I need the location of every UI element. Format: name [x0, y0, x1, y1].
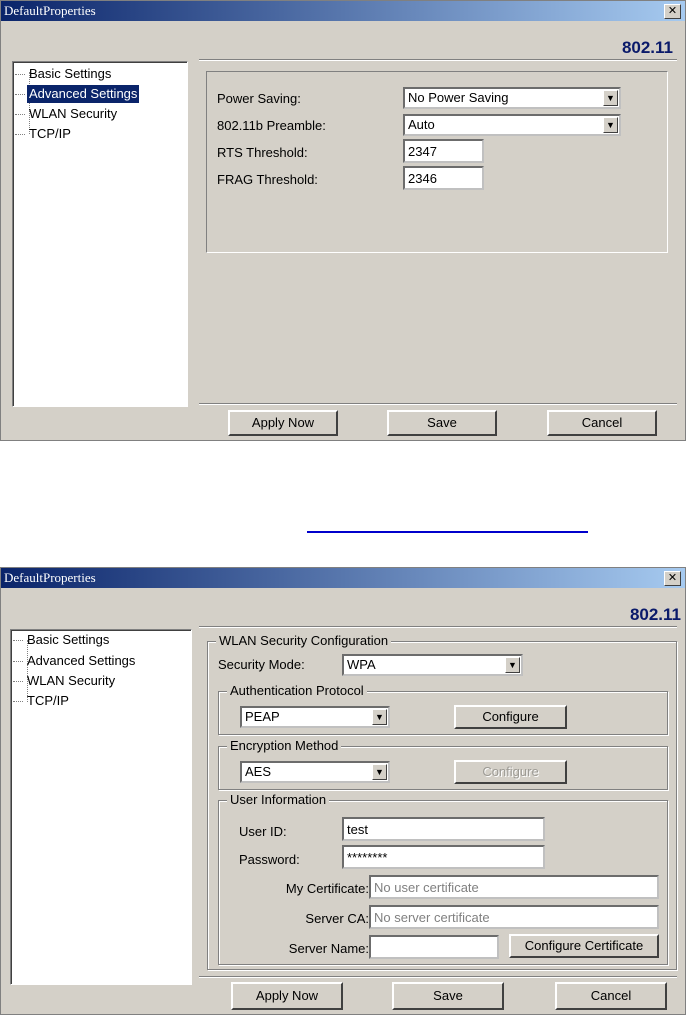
password-input[interactable] [342, 845, 545, 869]
server-ca-field [369, 905, 659, 929]
password-label: Password: [239, 852, 300, 867]
cancel-button[interactable]: Cancel [547, 410, 657, 436]
wlan-security-configuration-title: WLAN Security Configuration [216, 633, 391, 649]
security-mode-select[interactable] [342, 654, 523, 676]
tree-item-tcpip[interactable]: TCP/IP [27, 693, 69, 708]
tree-item-tcpip[interactable]: TCP/IP [29, 126, 71, 141]
frag-threshold-input[interactable] [403, 166, 484, 190]
close-icon[interactable]: ✕ [664, 571, 681, 586]
my-certificate-field [369, 875, 659, 899]
frag-threshold-label: FRAG Threshold: [217, 172, 318, 187]
hyperlink-underline [307, 531, 588, 533]
authentication-protocol-group [218, 683, 668, 735]
encryption-method-value: AES [245, 764, 272, 779]
authentication-protocol-title: Authentication Protocol [227, 683, 367, 699]
my-certificate-label: My Certificate: [285, 881, 369, 896]
preamble-value: Auto [408, 117, 435, 132]
user-information-title: User Information [227, 792, 329, 808]
user-id-label: User ID: [239, 824, 287, 839]
tree-item-basic-settings[interactable]: Basic Settings [29, 66, 112, 81]
power-saving-label: Power Saving: [217, 91, 301, 106]
footer-divider [199, 976, 677, 978]
advanced-settings-panel [206, 71, 668, 253]
power-saving-value: No Power Saving [408, 90, 509, 105]
settings-tree[interactable] [12, 61, 188, 407]
chevron-down-icon[interactable]: ▼ [372, 764, 387, 780]
window-title-bar[interactable] [1, 1, 685, 21]
my-certificate-value: No user certificate [374, 880, 479, 895]
save-button[interactable]: Save [392, 982, 504, 1010]
brand-label: 802.11 [629, 605, 681, 624]
security-mode-value: WPA [347, 657, 376, 672]
chevron-down-icon[interactable]: ▼ [372, 709, 387, 725]
brand-label: 802.11 [621, 38, 673, 57]
server-name-label: Server Name: [288, 941, 369, 956]
encryption-method-select[interactable] [240, 761, 390, 783]
configure-encryption-button: Configure [454, 760, 567, 784]
cancel-button[interactable]: Cancel [555, 982, 667, 1010]
close-icon[interactable]: ✕ [664, 4, 681, 19]
authentication-protocol-select[interactable] [240, 706, 390, 728]
tree-item-wlan-security[interactable]: WLAN Security [29, 106, 118, 121]
properties-window-wlan-security [0, 567, 686, 1015]
properties-window-advanced [0, 0, 686, 441]
server-ca-label: Server CA: [305, 911, 369, 926]
chevron-down-icon[interactable]: ▼ [505, 657, 520, 673]
rts-threshold-input[interactable] [403, 139, 484, 163]
save-button[interactable]: Save [387, 410, 497, 436]
header-divider [199, 626, 677, 628]
password-value: ******** [347, 850, 388, 865]
power-saving-select[interactable] [403, 87, 621, 109]
preamble-select[interactable] [403, 114, 621, 136]
footer-divider [199, 403, 677, 405]
tree-item-wlan-security[interactable]: WLAN Security [27, 673, 116, 688]
configure-auth-button[interactable]: Configure [454, 705, 567, 729]
security-mode-label: Security Mode: [218, 657, 305, 672]
settings-tree[interactable] [10, 629, 192, 985]
window-title: DefaultProperties [4, 570, 96, 585]
encryption-method-title: Encryption Method [227, 738, 341, 754]
chevron-down-icon[interactable]: ▼ [603, 90, 618, 106]
window-title: DefaultProperties [4, 3, 96, 18]
server-name-input[interactable] [369, 935, 499, 959]
window-title-bar[interactable] [1, 568, 685, 588]
encryption-method-group [218, 738, 668, 790]
user-information-group [218, 792, 668, 965]
apply-now-button[interactable]: Apply Now [228, 410, 338, 436]
authentication-protocol-value: PEAP [245, 709, 280, 724]
configure-certificate-button[interactable]: Configure Certificate [509, 934, 659, 958]
tree-item-basic-settings[interactable]: Basic Settings [27, 632, 110, 647]
user-id-input[interactable] [342, 817, 545, 841]
apply-now-button[interactable]: Apply Now [231, 982, 343, 1010]
tree-item-advanced-settings[interactable]: Advanced Settings [27, 653, 136, 668]
rts-threshold-label: RTS Threshold: [217, 145, 308, 160]
preamble-label: 802.11b Preamble: [217, 118, 326, 133]
chevron-down-icon[interactable]: ▼ [603, 117, 618, 133]
header-divider [199, 59, 677, 61]
user-id-value: test [347, 822, 368, 837]
frag-threshold-value: 2346 [408, 171, 437, 186]
server-ca-value: No server certificate [374, 910, 490, 925]
rts-threshold-value: 2347 [408, 144, 437, 159]
tree-item-advanced-settings[interactable]: Advanced Settings [29, 86, 138, 101]
wlan-security-configuration-group [207, 633, 677, 970]
